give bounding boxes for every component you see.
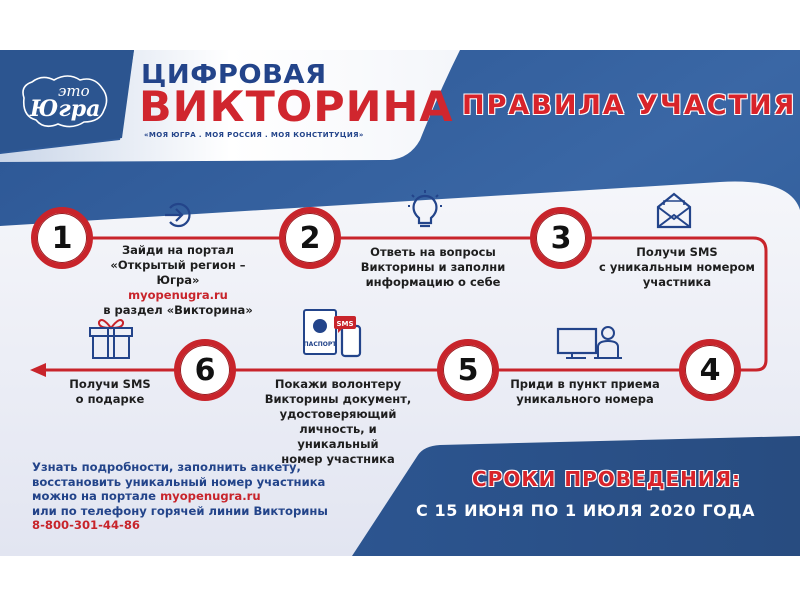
dates-value: С 15 ИЮНЯ ПО 1 ИЮЛЯ 2020 ГОДА [416, 501, 756, 520]
computer-operator-icon [556, 325, 624, 361]
step-5-text: Покажи волонтеру Викторины документ, удостоверяющий личность, и уникальный номер участника [264, 377, 412, 466]
dates-title: СРОКИ ПРОВЕДЕНИЯ: [472, 467, 742, 491]
svg-text:SMS: SMS [336, 320, 354, 328]
info-portal-link[interactable]: myopenugra.ru [160, 489, 261, 503]
step-4-text: Приди в пункт приема уникального номера [510, 377, 660, 406]
svg-text:это: это [58, 82, 90, 100]
step-2-text: Ответь на вопросы Викторины и заполни информацию о себе [360, 245, 506, 289]
poster [0, 50, 800, 556]
info-block: Узнать подробности, заполнить анкету, восстановить уникальный номер участника можно на портале myopenugra.ru или по телефону горячей линии Викторины 8-800-301-44-86 [32, 460, 328, 532]
step-number-2: 2 [279, 207, 341, 269]
title-line-2: ВИКТОРИНА [139, 82, 454, 131]
step-3-text: Получи SMS с уникальным номером участника [599, 245, 755, 289]
tagline: «МОЯ ЮГРА . МОЯ РОССИЯ . МОЯ КОНСТИТУЦИЯ» [144, 131, 364, 139]
step-number-5: 5 [437, 339, 499, 401]
login-arrow-icon [163, 200, 193, 230]
step-number-4: 4 [679, 339, 741, 401]
hotline-phone[interactable]: 8-800-301-44-86 [32, 518, 140, 532]
gift-icon [88, 316, 134, 360]
step-6-text: Получи SMS о подарке [69, 377, 151, 406]
step-number-6: 6 [174, 339, 236, 401]
portal-link[interactable]: myopenugra.ru [128, 288, 228, 302]
title-line-1: ЦИФРОВАЯ [141, 60, 327, 90]
lightbulb-icon [408, 190, 442, 230]
passport-sms-icon [302, 308, 368, 360]
step-1-text: Зайди на портал «Открытый регион – Югра» myopenugra.ru в раздел «Викторина» [88, 243, 268, 318]
svg-text:ПАСПОРТ: ПАСПОРТ [303, 341, 337, 348]
step-number-3: 3 [530, 207, 592, 269]
svg-text:Югра: Югра [30, 96, 101, 122]
rules-title: ПРАВИЛА УЧАСТИЯ [462, 90, 797, 121]
envelope-icon [656, 191, 692, 229]
step-number-1: 1 [31, 207, 93, 269]
